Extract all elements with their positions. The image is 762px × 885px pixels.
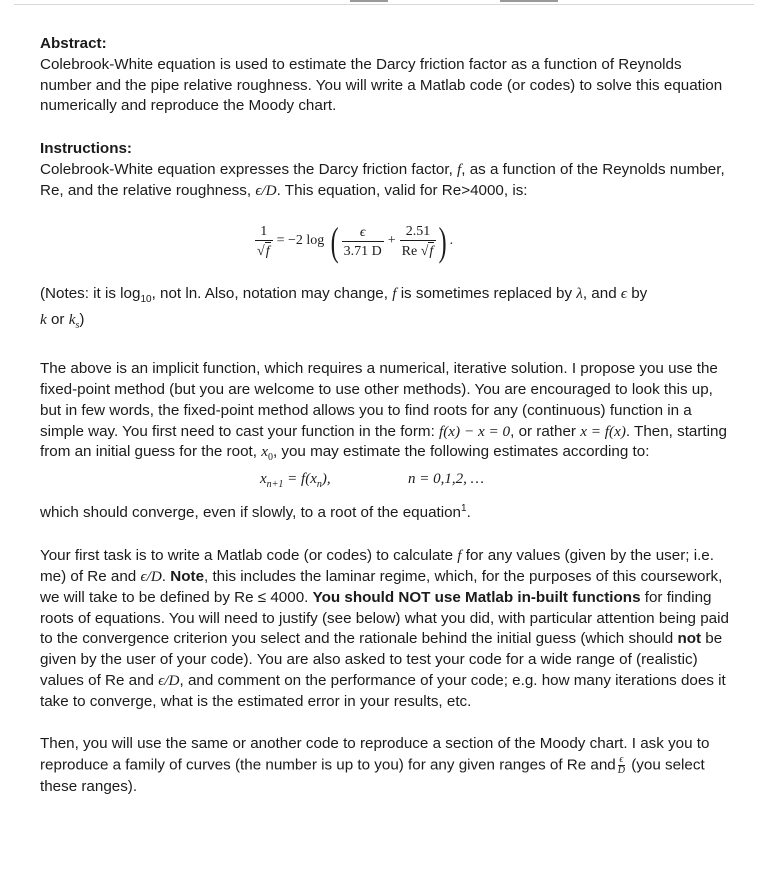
text-span: , as a function of the Reynolds number, Re, and the relative roughness, (40, 160, 725, 199)
text-span: . Then, starting from an initial guess for the root, (40, 422, 727, 461)
term2-fraction (400, 223, 437, 260)
text-span: , you may estimate the following estimates according to: (272, 443, 650, 461)
text-span: x (260, 471, 267, 488)
equals-log: = −2 log (276, 233, 325, 249)
term2-re: Re (401, 244, 418, 260)
plus-sign: + (387, 233, 396, 249)
notes-paragraph (40, 284, 730, 338)
text-span: or (50, 311, 65, 329)
text-span: . This equation, valid for Re>4000, is: (276, 181, 528, 199)
text-span: = f(x (283, 471, 317, 488)
frac-denominator: D (617, 765, 625, 777)
subscript-n: n (316, 479, 322, 491)
math-eps-over-d: ϵ/D (255, 181, 277, 199)
document-body (40, 34, 730, 797)
text-span: for any values (given by the user; i.e. me) of Re and (40, 547, 714, 585)
lhs-denominator: f (265, 244, 270, 260)
text-span: ) (79, 311, 85, 329)
term1-fraction (342, 224, 384, 260)
text-span: . (466, 504, 471, 522)
math-x0: x (261, 443, 268, 461)
text-span: Colebrook-White equation expresses the Darcy friction factor, (40, 160, 453, 178)
sqrt-symbol: √ (257, 244, 265, 260)
top-divider (14, 4, 754, 5)
note-bold: Note (170, 567, 205, 585)
task1-paragraph (40, 546, 730, 712)
subscript-s: s (75, 320, 80, 332)
text-span: (you select these ranges). (40, 756, 705, 795)
text-span: Your first task is to write a Matlab code (or codes) to calculate (40, 547, 454, 565)
iteration-range: n = 0,1,2, … (408, 471, 484, 488)
iteration-formula (40, 469, 730, 491)
term2-f: f (429, 244, 434, 260)
text-span: , and comment on the performance of your code; e.g. how many iterations does it take to converge, what is the estimated error in your results, etc. (40, 671, 726, 710)
math-eps-over-d: ϵ/D (158, 671, 180, 689)
subscript-0: 0 (267, 452, 273, 464)
text-span: , or rather (510, 422, 576, 440)
instructions-intro (40, 160, 730, 202)
warning-bold: You should NOT use Matlab in-built functions (312, 588, 641, 606)
text-span: , not ln. Also, notation may change, (151, 284, 388, 302)
instructions-heading: Instructions: (40, 140, 132, 158)
text-span: ), (321, 471, 331, 488)
text-span: . (161, 567, 167, 585)
math-eps: ϵ (620, 284, 627, 302)
text-span: for finding roots of equations. You will need to justify (see below) what you did, with particular attention being paid to the convergence criterion you select and the rationale behind the initial guess (which should (40, 588, 729, 648)
task2-paragraph (40, 734, 730, 797)
math-form2: x = f(x) (580, 422, 626, 440)
fixed-point-paragraph (40, 359, 730, 469)
text-span: be given by the user of your code). You are also asked to test your code for a wide range of (realistic) values of Re and (40, 630, 723, 689)
text-span: by (631, 284, 648, 302)
converge-paragraph (40, 499, 730, 524)
text-span: Then, you will use the same or another code to reproduce a section of the Moody chart. I ask you to reproduce a family of curves (the number is up to you) for any given ranges of Re and (40, 735, 710, 774)
math-f: f (457, 160, 462, 178)
colebrook-equation (40, 212, 730, 274)
not-bold: not (677, 630, 702, 648)
math-form1: f(x) − x = 0 (439, 422, 511, 440)
term1-denominator: 3.71 D (342, 241, 384, 260)
iteration-lhs (260, 469, 331, 496)
equation-period: . (449, 233, 454, 249)
footnote-marker: 1 (461, 503, 467, 515)
term1-numerator: ϵ (359, 224, 366, 240)
top-mark (350, 0, 388, 2)
text-span: , and (582, 284, 617, 302)
text-span: is sometimes replaced by (400, 284, 573, 302)
lhs-fraction (255, 223, 273, 260)
abstract-heading: Abstract: (40, 35, 107, 52)
right-paren: ) (438, 218, 447, 264)
text-span: (Notes: it is log (40, 284, 141, 302)
subscript-n1: n+1 (266, 479, 284, 491)
sqrt-symbol: √ (420, 244, 429, 260)
abstract-text: Colebrook-White equation is used to estimate the Darcy friction factor as a function of Reynolds number and the pipe relative roughness. You will write a Matlab code (or codes) to solve this equation numerically and reproduce the Moody chart. (40, 55, 723, 115)
math-f: f (457, 547, 462, 565)
top-mark (500, 0, 558, 2)
math-lambda: λ (576, 284, 583, 302)
left-paren: ( (330, 218, 339, 264)
frac-numerator: ϵ (619, 754, 624, 766)
math-ks: k (68, 311, 76, 329)
text-span: which should converge, even if slowly, to a root of the equation (40, 504, 461, 522)
eps-over-d-fraction (618, 755, 625, 776)
lhs-numerator: 1 (260, 224, 268, 240)
math-k: k (40, 311, 47, 329)
text-span: The above is an implicit function, which requires a numerical, iterative solution. I propose you use the fixed-point method (but you are welcome to use other methods). You are encouraged to look this up, but in few words, the fixed-point method allows you to find roots for any (continuous) function in a simple way. You first need to cast your function in the form: (40, 360, 718, 440)
subscript-10: 10 (140, 293, 152, 305)
math-f: f (392, 284, 397, 302)
text-span: , this includes the laminar regime, which, for the purposes of this coursework, we will take to be defined by Re ≤ 4000. (40, 567, 723, 606)
term2-numerator: 2.51 (405, 224, 431, 240)
math-eps-over-d: ϵ/D (140, 567, 162, 585)
